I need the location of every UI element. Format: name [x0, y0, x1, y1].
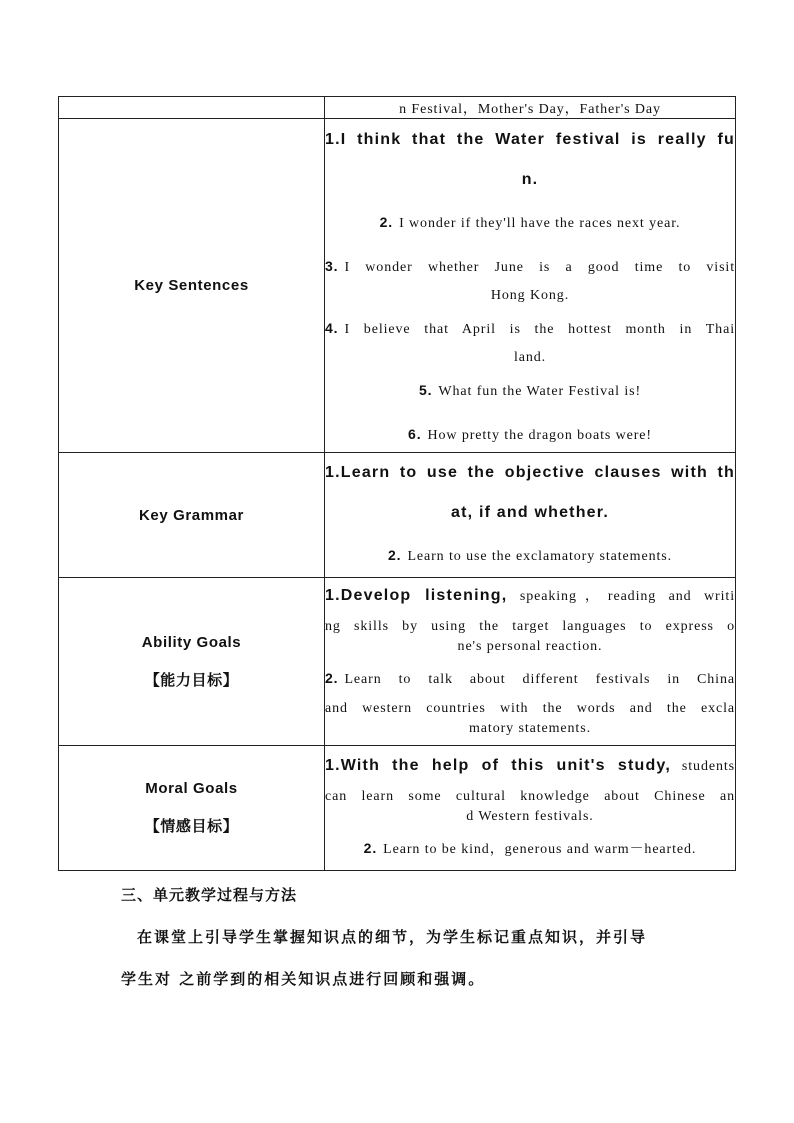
sentence-3-line-2: Hong Kong. — [490, 287, 570, 303]
table-row — [59, 453, 736, 578]
moral-goals-label-cell — [59, 746, 325, 871]
grammar-1-line-1: 1.Learn to use the objective clauses with th — [325, 464, 735, 481]
ability-1-line-1: 1.Develop listening, speaking，reading and writi — [325, 586, 735, 604]
ability-goals-label-cell — [59, 578, 325, 746]
sentence-5: 5. What fun the Water Festival is! — [418, 381, 642, 399]
key-grammar-cell — [325, 453, 736, 578]
section-heading: 三、单元教学过程与方法 — [121, 886, 298, 904]
ability-1-line-3: ne's personal reaction. — [457, 638, 603, 654]
ability-goals-label: Ability Goals — [141, 633, 242, 651]
section-paragraph-line-2: 学生对 之前学到的相关知识点进行回顾和强调。 — [121, 970, 486, 988]
sentence-1-line-1: 1.I think that the Water festival is really fu — [325, 130, 735, 148]
ability-2-line-1: 2. Learn to talk about different festivals in China — [325, 669, 735, 687]
key-sentences-cell — [325, 119, 736, 453]
sentence-1-line-2: n. — [521, 170, 539, 188]
table-row — [59, 119, 736, 453]
ability-1-line-2: ng skills by using the target languages to express o — [325, 618, 735, 634]
key-sentences-label: Key Sentences — [59, 119, 325, 453]
festival-list-continuation: n Festival，Mother's Day，Father's Day — [325, 97, 736, 119]
section-paragraph-line-1: 在课堂上引导学生掌握知识点的细节，为学生标记重点知识，并引导 — [137, 928, 648, 946]
sentence-4-line-2: land. — [513, 349, 547, 365]
key-grammar-label: Key Grammar — [59, 453, 325, 578]
teaching-goals-table — [58, 96, 736, 871]
ability-2-line-3: matory statements. — [469, 720, 591, 736]
moral-1-line-3: d Western festivals. — [466, 809, 594, 824]
moral-1-line-2: can learn some cultural knowledge about Chinese an — [325, 789, 735, 804]
grammar-2: 2. Learn to use the exclamatory statements. — [387, 547, 673, 564]
ability-goals-label-cn: 【能力目标】 — [144, 671, 239, 689]
sentence-4-line-1: 4. I believe that April is the hottest month in Thai — [325, 319, 735, 337]
moral-goals-cell — [325, 746, 736, 871]
table-cell-empty — [59, 97, 325, 119]
sentence-2: 2. I wonder if they'll have the races next year. — [379, 213, 681, 231]
table-row — [59, 97, 736, 119]
table-row — [59, 578, 736, 746]
moral-goals-label: Moral Goals — [145, 780, 238, 797]
moral-1-line-1: 1.With the help of this unit's study, students — [325, 757, 735, 774]
table-row — [59, 746, 736, 871]
moral-2: 2. Learn to be kind，generous and warm－hearted. — [363, 840, 697, 857]
moral-goals-label-cn: 【情感目标】 — [144, 818, 239, 835]
grammar-1-line-2: at, if and whether. — [451, 504, 609, 521]
ability-goals-cell — [325, 578, 736, 746]
ability-2-line-2: and western countries with the words and the excla — [325, 700, 735, 716]
sentence-6: 6. How pretty the dragon boats were! — [408, 425, 652, 443]
sentence-3-line-1: 3. I wonder whether June is a good time to visit — [325, 257, 735, 275]
